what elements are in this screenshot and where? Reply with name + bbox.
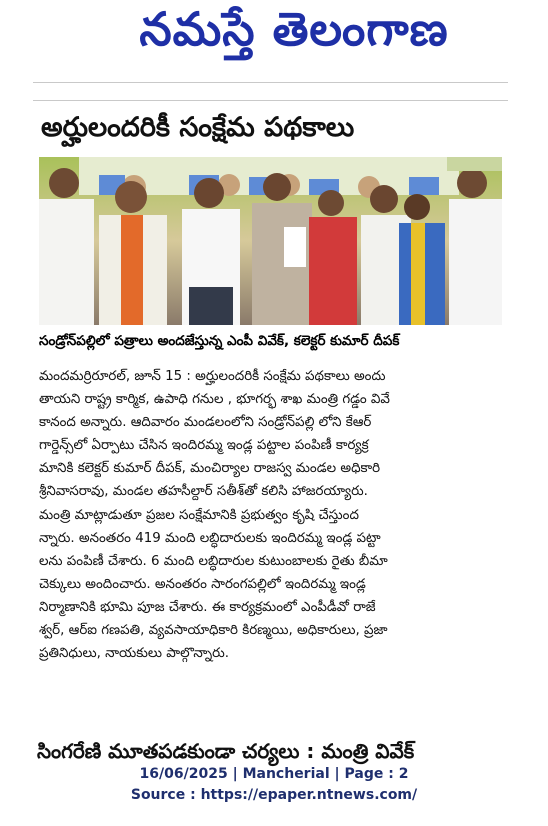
body-line: గార్డెన్స్‌లో ఏర్పాటు చేసిన ఇందిరమ్మ ఇండ్ల పట్టాల పంపిణీ కార్యక్ర	[39, 438, 369, 454]
footer-page: Page : 2	[344, 766, 409, 782]
article-body	[39, 365, 503, 665]
body-line: లను పంపిణీ చేశారు. 6 మంది లబ్ధిదారుల కుటుంబాలకు రైతు బీమా	[39, 553, 388, 569]
next-headline-cutoff: సింగరేణి మూతపడకుండా చర్యలు : మంత్రి వివేక్	[37, 739, 415, 763]
photo-caption: సండ్రోన్‌పల్లిలో పత్రాలు అందజేస్తున్న ఎంపీ వివేక్, కలెక్టర్ కుమార్ దీపక్	[39, 333, 400, 349]
article-headline: అర్హులందరికీ సంక్షేమ పథకాలు	[41, 112, 355, 143]
body-line: కానంద అన్నారు. ఆదివారం మండలంలోని సండ్రోన్‌పల్లి లోని కేఆర్	[39, 415, 372, 431]
footer-edition: Mancherial	[242, 766, 330, 782]
newspaper-clipping	[33, 0, 508, 763]
masthead	[79, 4, 509, 66]
body-line: మానికి కలెక్టర్ కుమార్ దీపక్, మంచిర్యాల రాజస్వ మండల అధికారి	[39, 461, 381, 477]
body-line: మందమర్రిరూరల్, జూన్ 15 : అర్హులందరికీ సంక్షేమ పథకాలు అందు	[39, 369, 386, 384]
body-line: తాయని రాష్ట్ర కార్మిక, ఉపాధి గనుల , భూగర్భ శాఖ మంత్రి గడ్డం వివే	[39, 392, 390, 408]
body-line: శ్రీనివాసరావు, మండల తహసీల్దార్ సతీశ్‌తో కలిసి హాజరయ్యారు.	[39, 484, 368, 500]
headline-divider	[33, 100, 508, 101]
body-line: మంత్రి మాట్లాడుతూ ప్రజల సంక్షేమానికి ప్రభుత్వం కృషి చేస్తుంద	[39, 507, 359, 523]
body-line: శ్వర్, ఆర్ఐ గణపతి, వ్యవసాయాధికారి కిరణ్మయి, అధికారులు, ప్రజా	[39, 623, 388, 639]
masthead-title: నమస్తే తెలంగాణ	[139, 2, 449, 56]
body-line: చెక్కులు అందించారు. అనంతరం సారంగపల్లిలో ఇందిరమ్మ ఇండ్ల	[39, 576, 366, 592]
body-line: న్నారు. అనంతరం 419 మంది లబ్ధిదారులకు ఇందిరమ్మ ఇండ్ల పట్టా	[39, 530, 381, 546]
article-photo	[39, 157, 502, 325]
page-footer	[0, 764, 548, 806]
footer-meta: 16/06/2025 | Mancherial | Page : 2	[139, 766, 409, 782]
body-line: నిర్మాణానికి భూమి పూజ చేశారు. ఈ కార్యక్రమంలో ఎంపీడీవో రాజే	[39, 599, 376, 615]
footer-source[interactable]: Source : https://epaper.ntnews.com/	[130, 787, 418, 803]
footer-date: 16/06/2025	[139, 766, 228, 782]
masthead-divider	[33, 82, 508, 83]
body-line: ప్రతినిధులు, నాయకులు పాల్గొన్నారు.	[39, 646, 229, 662]
